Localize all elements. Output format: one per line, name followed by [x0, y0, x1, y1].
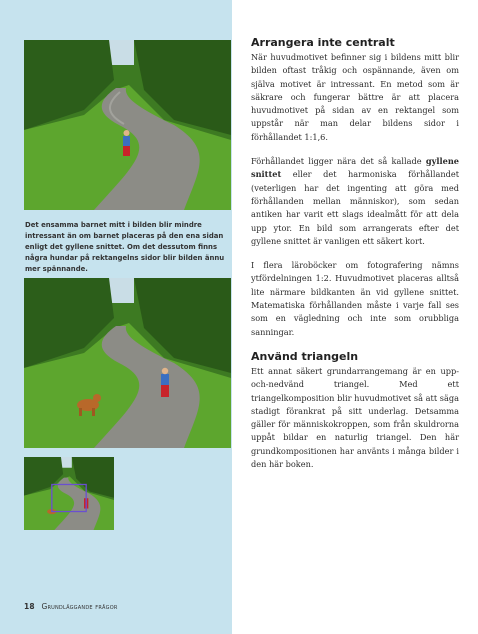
heading-arrangera: Arrangera inte centralt: [251, 36, 395, 49]
paragraph-2-end: eller det harmoniska förhållandet (veterligen har det ingenting att göra med förhållanden mellan människor), som sedan antiken har varit ett slags idealmått för att dela upp ytor. En bild som arrangerats efter det gyllene snittet är vanligen ett säkert kort.: [251, 169, 459, 246]
photo-child-golden-section: [24, 278, 231, 448]
paragraph-4: Ett annat säkert grundarrangemang är en upp-och-nedvänd triangel. Med ett triangelkomposition blir huvudmotivet så att säga stadigt förankrat på sitt underlag. Detsamma gäller för människokroppen, som från skuldrorna uppåt bildar en naturlig triangel. Den här grundkompositionen har använts i många bilder i den här boken.: [251, 365, 459, 470]
chapter-title: Grundläggande frågor: [41, 602, 118, 611]
page-number: 18: [24, 602, 35, 611]
paragraph-2: [251, 155, 459, 248]
article-column: [251, 36, 459, 482]
heading-triangeln: Använd triangeln: [251, 349, 359, 363]
photo-caption: Det ensamma barnet mitt i bilden blir mindre intressant än om barnet placeras på den ena sidan enligt det gyllene snittet. Om det dessutom finns några hundar på rektangelns sidor blir bilden ännu mer spännande.: [25, 221, 225, 273]
paragraph-1: När huvudmotivet befinner sig i bildens mitt blir bilden oftast tråkig och ospännande, även om själva motivet är intressant. En metod som är säkrare och fungerar bättre är att placera huvudmotivet på sidan av en rektangel som uppstår när man delar bildens sidor i förhållandet 1:1,6.: [251, 52, 459, 142]
photo-golden-section-overlay: [24, 457, 114, 530]
photo-child-center: [24, 40, 231, 210]
paragraph-2-start: Förhållandet ligger nära det så kallade: [251, 156, 426, 167]
page-footer: [24, 602, 118, 611]
golden-section-term: gyllene snittet: [251, 156, 459, 180]
paragraph-3: I flera läroböcker om fotografering nämns ytfördelningen 1:2. Huvudmotivet placeras alltså lite närmare bildkanten än vid gyllene snittet. Matematiska förhållanden måste i varje fall ses som en vägledning och inte som orubbliga sanningar.: [251, 260, 459, 337]
